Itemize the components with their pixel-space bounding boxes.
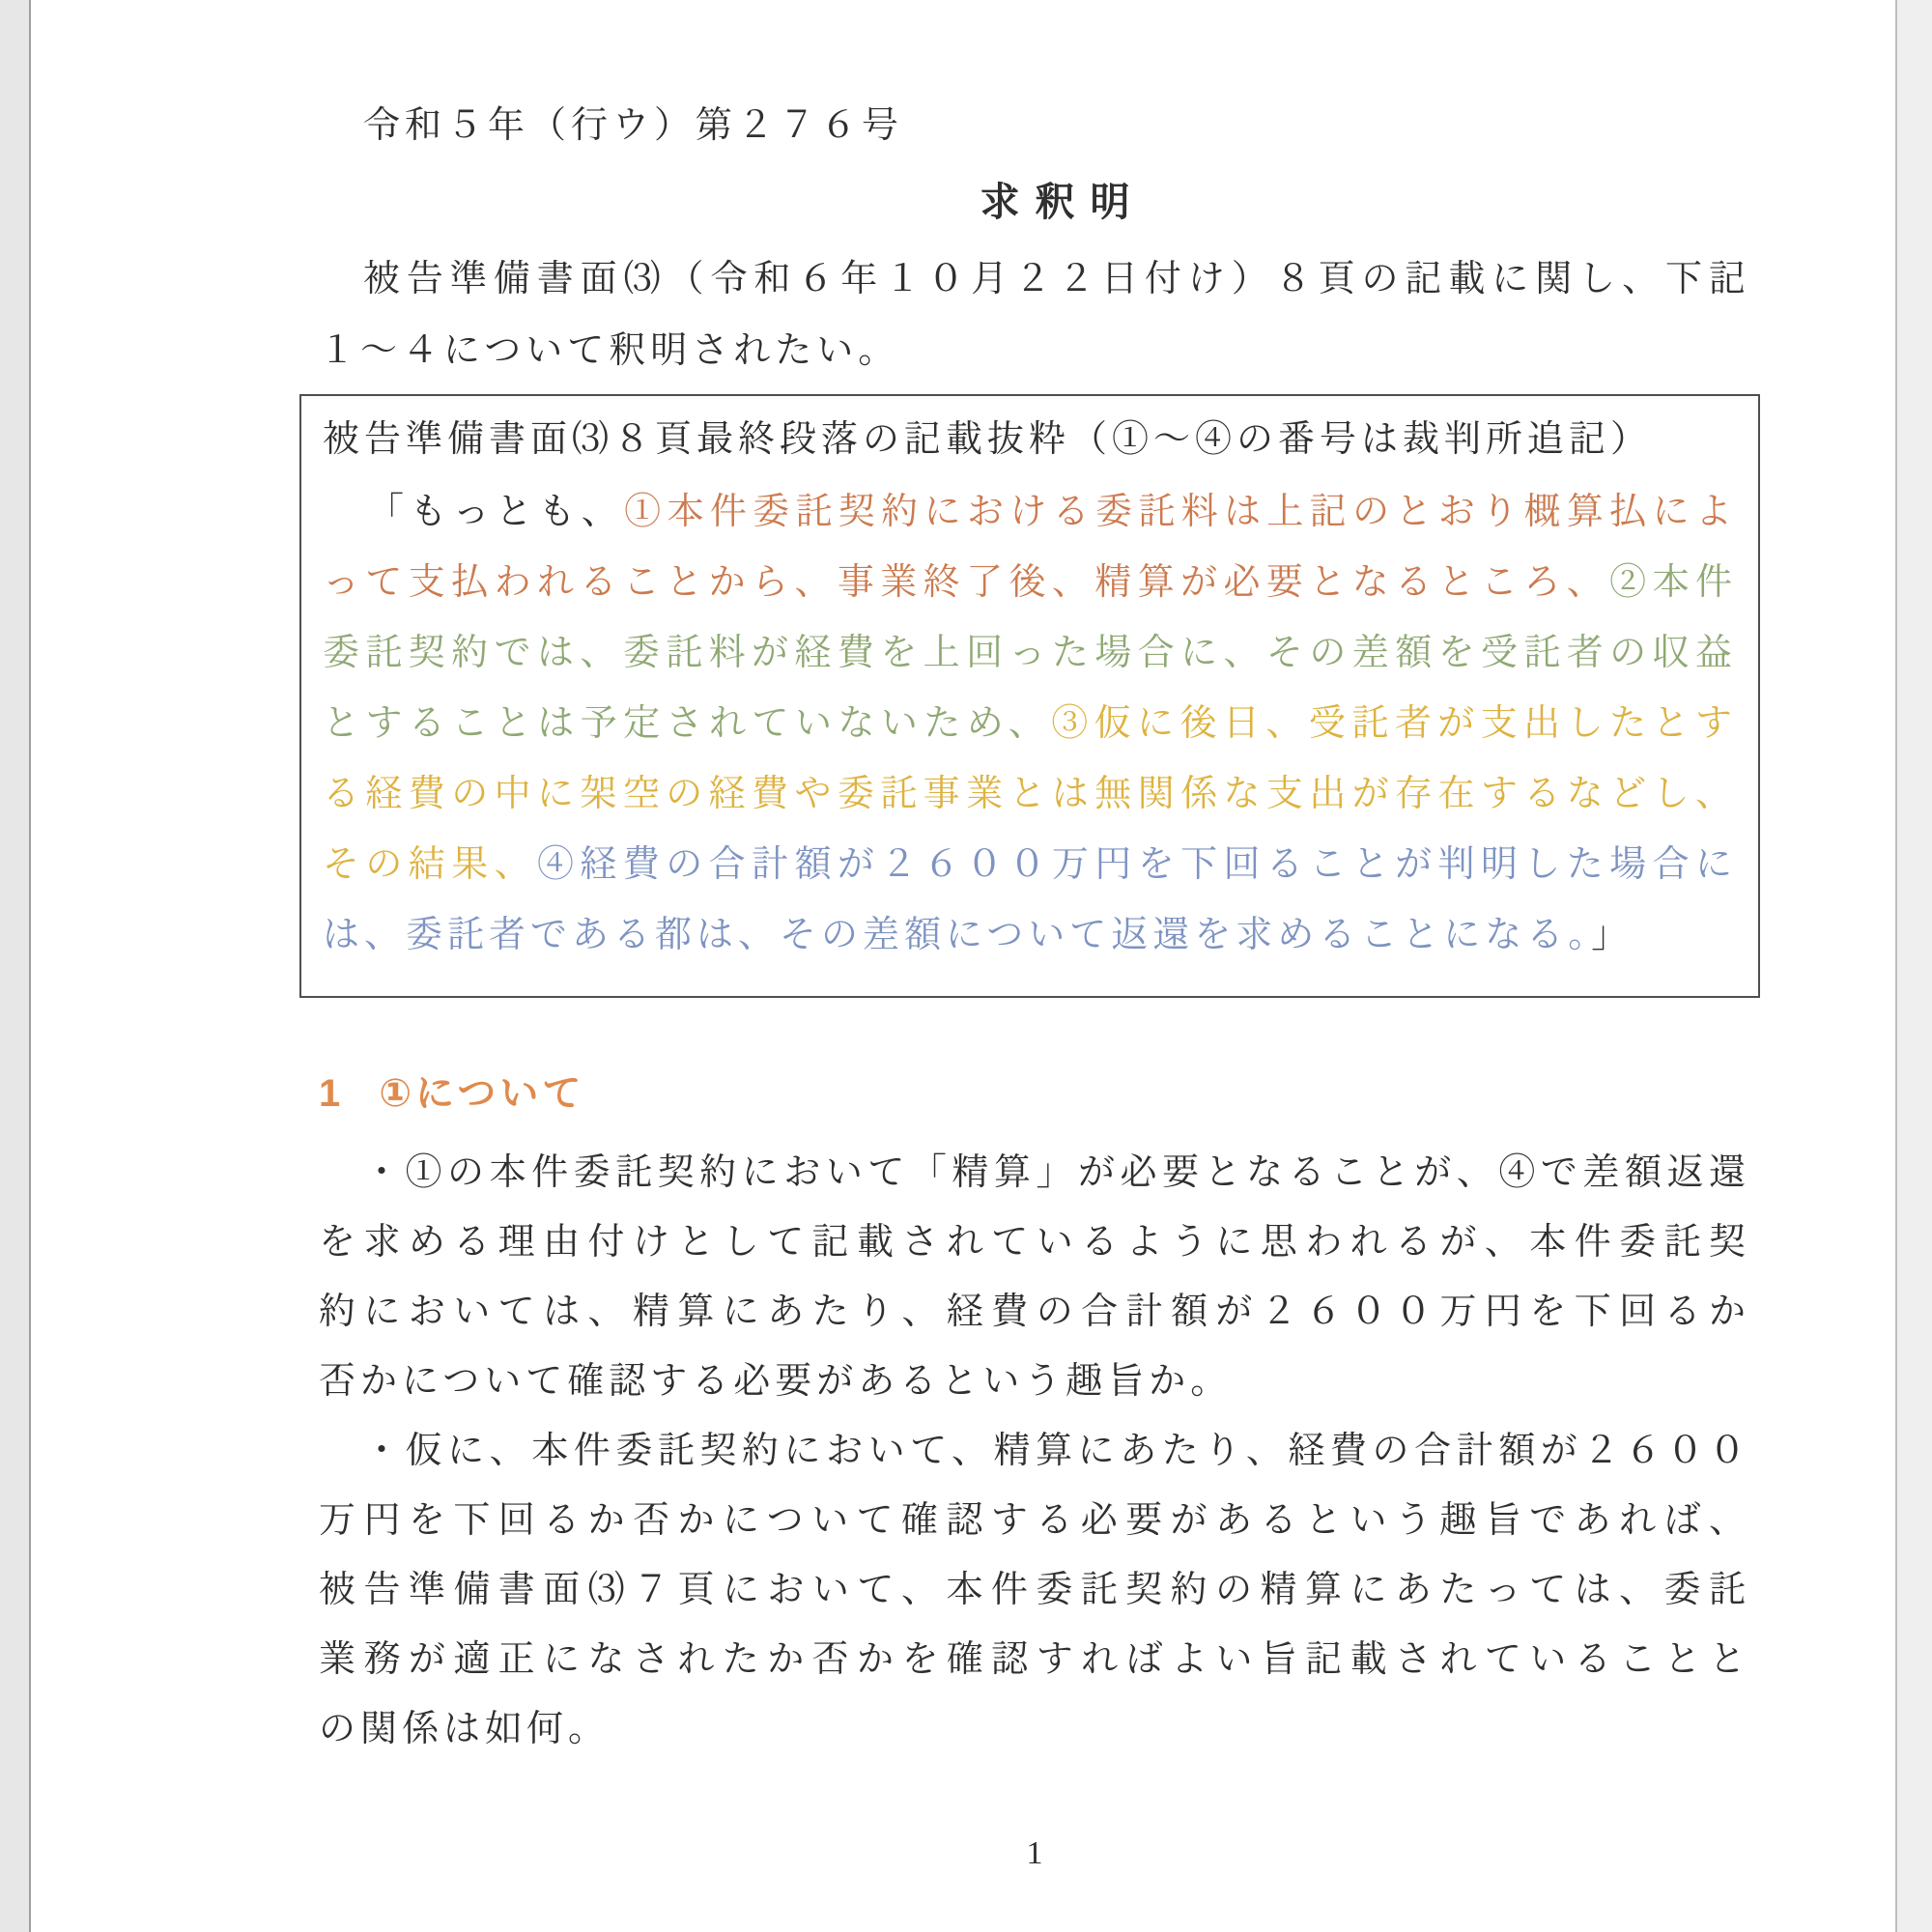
bullet-2-line-5: の関係は如何。	[319, 1709, 611, 1749]
quote-segment: る経費の中に架空の経費や委託事業とは無関係な支出が存在するなどし、	[323, 774, 1737, 814]
excerpt-box	[299, 394, 1760, 998]
bullet-1-line-3: 約においては、精算にあたり、経費の合計額が２６００万円を下回るか	[319, 1292, 1750, 1332]
section-1-body	[319, 1138, 1750, 1764]
quote-segment: 委託契約では、委託料が経費を上回った場合に、その差額を受託者の収益	[323, 633, 1737, 673]
quote-line-5	[323, 759, 1737, 830]
bullet-1-line-1: ・①の本件委託契約において「精算」が必要となることが、④で差額返還	[363, 1152, 1750, 1193]
section-title: ①について	[379, 1072, 585, 1115]
quote-segment: ③仮に後日、受託者が支出したとす	[1051, 703, 1737, 744]
page-edge-left	[0, 0, 31, 1932]
intro-paragraph	[319, 243, 1750, 386]
page-edge-right	[1895, 0, 1932, 1932]
quote-segment: 「もっとも、	[367, 492, 625, 532]
bullet-2-line-2: 万円を下回るか否かについて確認する必要があるという趣旨であれば、	[319, 1500, 1750, 1541]
quote-segment: は、委託者である都は、その差額について返還を求めることになる。	[323, 915, 1592, 955]
bullet-2-line-3: 被告準備書面⑶７頁において、本件委託契約の精算にあたっては、委託	[319, 1570, 1750, 1610]
section-1-heading	[319, 1063, 584, 1118]
bullet-1-line-4: 否かについて確認する必要があるという趣旨か。	[319, 1361, 1233, 1402]
intro-line-1: 被告準備書面⑶（令和６年１０月２２日付け）８頁の記載に関し、下記	[363, 259, 1750, 299]
quote-segment: ①本件委託契約における委託料は上記のとおり概算払によ	[624, 492, 1737, 532]
excerpt-caption: 被告準備書面⑶８頁最終段落の記載抜粋（①～④の番号は裁判所追記）	[323, 419, 1653, 460]
quote-line-1	[323, 477, 1737, 548]
bullet-1-line-2: を求める理由付けとして記載されているように思われるが、本件委託契	[319, 1222, 1750, 1263]
quote-segment: ②本件	[1609, 562, 1737, 603]
page-number: 1	[1026, 1835, 1043, 1871]
bullet-2-line-4: 業務が適正になされたか否かを確認すればよい旨記載されていることと	[319, 1639, 1750, 1680]
quote-segment: 」	[1591, 915, 1634, 955]
quote-segment: とすることは予定されていないため、	[323, 703, 1052, 744]
quote-line-6	[323, 830, 1737, 900]
quote-line-3	[323, 618, 1737, 689]
quote-segment: ④経費の合計額が２６００万円を下回ることが判明した場合に	[537, 844, 1737, 885]
bullet-2-line-1: ・仮に、本件委託契約において、精算にあたり、経費の合計額が２６００	[363, 1431, 1750, 1471]
quote-line-4	[323, 689, 1737, 759]
document-title: 求釈明	[980, 180, 1146, 224]
quote-segment: その結果、	[323, 844, 538, 885]
intro-line-2: １～４について釈明されたい。	[319, 330, 900, 371]
quote-line-2	[323, 548, 1737, 618]
quote-segment: って支払われることから、事業終了後、精算が必要となるところ、	[323, 562, 1610, 603]
quote-line-7	[323, 900, 1737, 971]
case-number: 令和５年（行ウ）第２７６号	[363, 105, 904, 146]
section-number: 1	[319, 1072, 345, 1115]
